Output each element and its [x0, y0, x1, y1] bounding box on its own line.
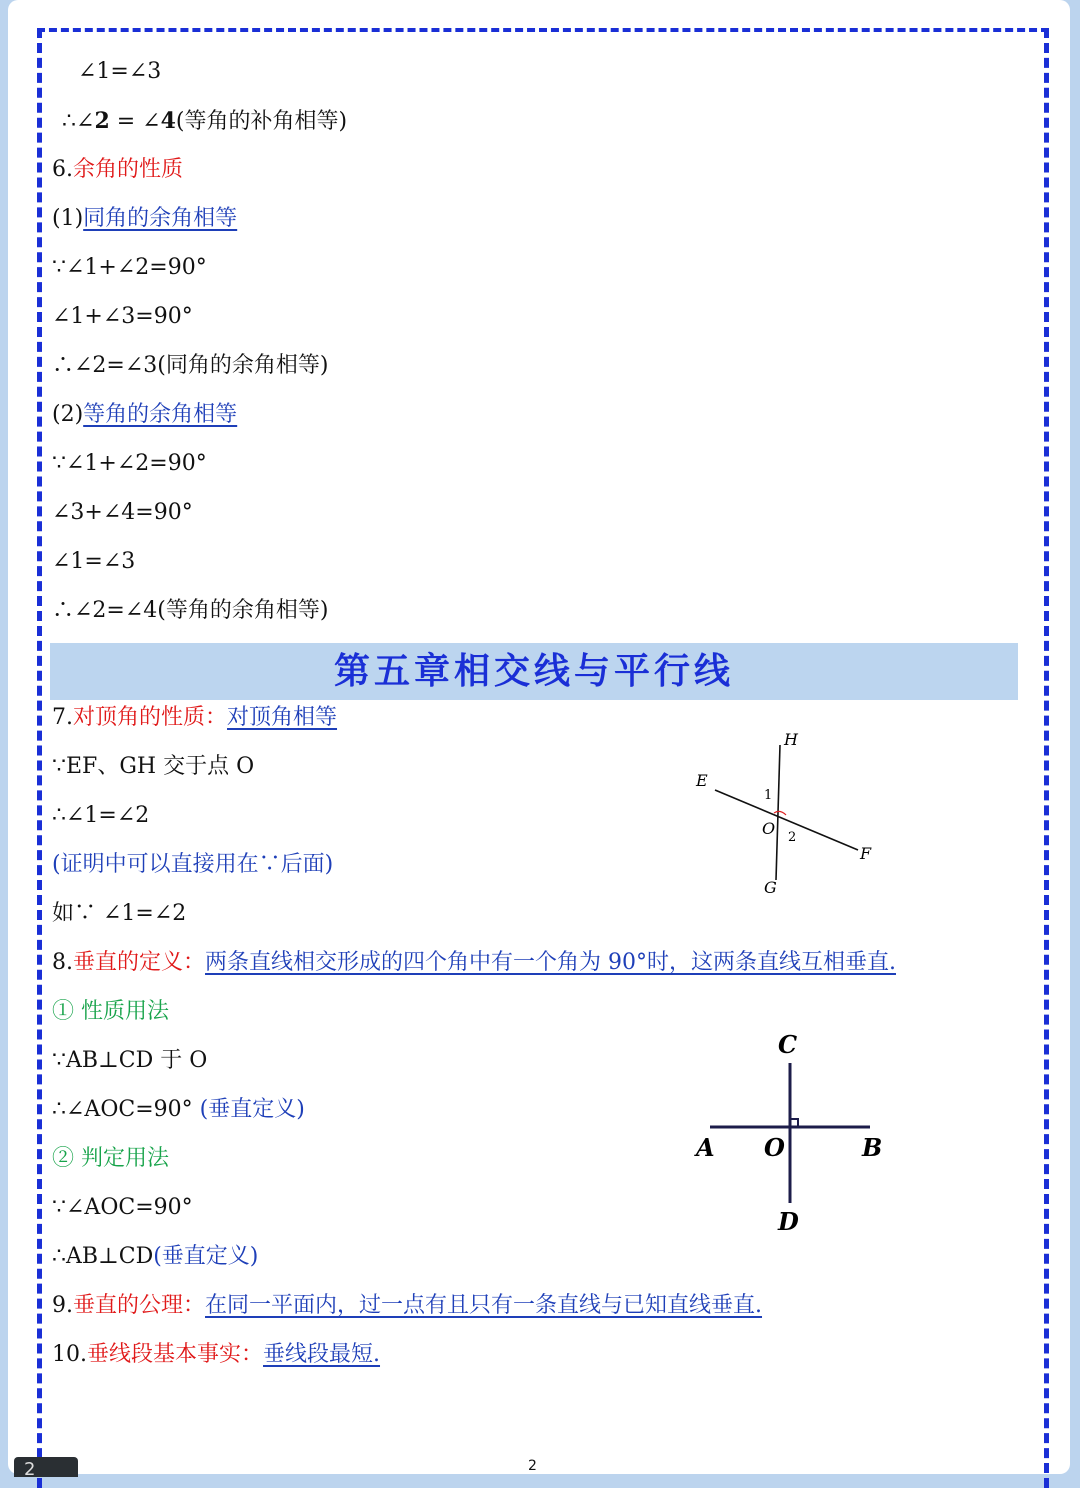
axiom-link-text: 在同一平面内，过一点有且只有一条直线与已知直线垂直. — [205, 1293, 763, 1318]
label-h: H — [784, 730, 798, 749]
property-link-text: 同角的余角相等 — [83, 206, 238, 231]
text-line: ∵∠1+∠2=90° — [52, 451, 207, 476]
page-tab[interactable]: 2 — [14, 1457, 78, 1477]
sub-heading — [52, 400, 237, 430]
section-heading — [52, 948, 896, 978]
label-d: D — [778, 1207, 799, 1236]
label-f: F — [860, 844, 872, 863]
statement-text: ∴∠AOC=90° — [52, 1097, 193, 1122]
text-line: ∵AB⊥CD 于 O — [52, 1048, 208, 1073]
page-number: 2 — [528, 1458, 537, 1474]
label-g: G — [764, 878, 777, 897]
label-o: O — [764, 1133, 785, 1162]
label-c: C — [778, 1030, 798, 1059]
reason-text: (垂直定义) — [153, 1244, 259, 1269]
therefore-text: ∴∠ — [62, 109, 95, 134]
chapter-banner — [50, 643, 1018, 700]
note-text: (证明中可以直接用在∵后面) — [52, 852, 334, 877]
section-number: 7. — [52, 705, 73, 730]
label-angle-2: 2 — [788, 830, 797, 845]
text-line: ∠1=∠3 — [52, 549, 136, 574]
label-angle-1: 1 — [764, 788, 773, 803]
usage-heading: ① 性质用法 — [52, 999, 169, 1024]
text-line: ∠1+∠3=90° — [52, 304, 193, 329]
angle-arc — [774, 811, 786, 815]
label-e: E — [696, 771, 708, 790]
sub-heading — [52, 204, 237, 234]
section-title: 余角的性质 — [73, 157, 184, 182]
text-line: ∴∠2=∠3(同角的余角相等) — [52, 353, 329, 378]
section-number: 10. — [52, 1342, 87, 1367]
text-line: 如∵ ∠1=∠2 — [52, 901, 187, 926]
section-heading — [52, 703, 337, 733]
text-line: ∵∠AOC=90° — [52, 1195, 193, 1220]
text-line: ∵EF、GH 交于点 O — [52, 754, 255, 779]
section-number: 6. — [52, 157, 73, 182]
text-line — [52, 1242, 258, 1272]
text-line: ∠3+∠4=90° — [52, 500, 193, 525]
text-line: ∵∠1+∠2=90° — [52, 255, 207, 280]
angle-number: 2 — [94, 108, 110, 134]
statement-text: ∴AB⊥CD — [52, 1244, 154, 1269]
perpendicular-figure — [690, 1025, 890, 1240]
angle-number: 4 — [160, 108, 176, 134]
usage-heading: ② 判定用法 — [52, 1146, 169, 1171]
label-b: B — [862, 1133, 883, 1162]
section-title: 垂直的定义： — [73, 950, 206, 975]
line-gh — [776, 745, 780, 880]
sub-number: (1) — [52, 206, 84, 231]
reason-text: (等角的补角相等) — [175, 109, 348, 134]
section-title: 垂直的公理： — [73, 1293, 206, 1318]
line-ef — [715, 790, 858, 850]
section-title: 垂线段基本事实： — [87, 1342, 264, 1367]
property-link-text: 对顶角相等 — [227, 705, 338, 730]
text-line — [52, 1095, 305, 1125]
section-number: 8. — [52, 950, 73, 975]
section-heading — [52, 155, 183, 185]
chapter-title: 第五章相交线与平行线 — [333, 651, 734, 692]
equals-text: = ∠ — [109, 109, 161, 134]
text-line: ∴∠2=∠4(等角的余角相等) — [52, 598, 329, 623]
text-line — [62, 106, 347, 137]
label-a: A — [696, 1133, 715, 1162]
label-o: O — [762, 819, 776, 838]
section-heading — [52, 1340, 380, 1370]
reason-text: (垂直定义) — [192, 1097, 305, 1122]
section-title: 对顶角的性质： — [73, 705, 228, 730]
definition-link-text: 两条直线相交形成的四个角中有一个角为 90°时，这两条直线互相垂直. — [205, 950, 896, 975]
fact-link-text: 垂线段最短. — [263, 1342, 381, 1367]
section-number: 9. — [52, 1293, 73, 1318]
text-line: ∴∠1=∠2 — [52, 803, 150, 828]
vertical-angles-figure — [680, 725, 880, 905]
sub-number: (2) — [52, 402, 84, 427]
text-line: ∠1=∠3 — [78, 59, 162, 84]
section-heading — [52, 1291, 762, 1321]
property-link-text: 等角的余角相等 — [83, 402, 238, 427]
